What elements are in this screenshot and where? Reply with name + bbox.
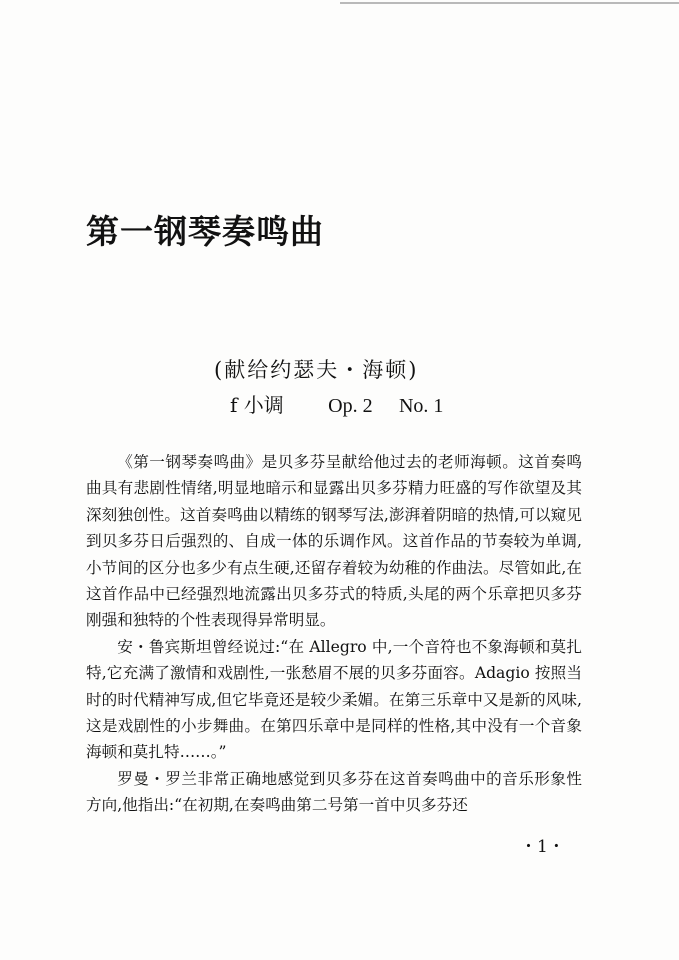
- page-number: ・1・: [520, 837, 565, 857]
- work-number: No. 1: [398, 395, 444, 417]
- dedication-line: (献给约瑟夫・海顿): [214, 358, 419, 382]
- chapter-title: 第一钢琴奏鸣曲: [86, 212, 324, 251]
- paragraph-3: 罗曼・罗兰非常正确地感觉到贝多芬在这首奏鸣曲中的音乐形象性方向,他指出:“在初期,在奏鸣曲第二号第一首中贝多芬还: [86, 769, 582, 815]
- opus-number: Op. 2: [328, 395, 373, 417]
- scan-edge-rule: [340, 2, 679, 4]
- paragraph-1: 《第一钢琴奏鸣曲》是贝多芬呈献给他过去的老师海顿。这首奏鸣曲具有悲剧性情绪,明显地暗示和显露出贝多芬精力旺盛的写作欲望及其深刻独创性。这首奏鸣曲以精练的钢琴写法,澎湃着阴暗的热情,可以窥见到贝多芬日后强烈的、自成一体的乐调作风。这首作品的节奏较为单调,小节间的区分也多少有点生硬,还留存着较为幼稚的作曲法。尽管如此,在这首作品中已经强烈地流露出贝多芬式的特质,头尾的两个乐章把贝多芬刚强和独特的个性表现得异常明显。: [86, 453, 582, 630]
- body-text: [86, 449, 582, 819]
- key-signature: f 小调: [230, 393, 284, 417]
- paragraph-2: 安・鲁宾斯坦曾经说过:“在 Allegro 中,一个音符也不象海顿和莫扎特,它充满了激情和戏剧性,一张愁眉不展的贝多芬面容。Adagio 按照当时的时代精神写成,但它毕竟还是较少柔媚。在第三乐章中又是新的风味,这是戏剧性的小步舞曲。在第四乐章中是同样的性格,其中没有一个音象海顿和莫扎特……。”: [86, 637, 582, 762]
- key-opus-line: [230, 391, 443, 420]
